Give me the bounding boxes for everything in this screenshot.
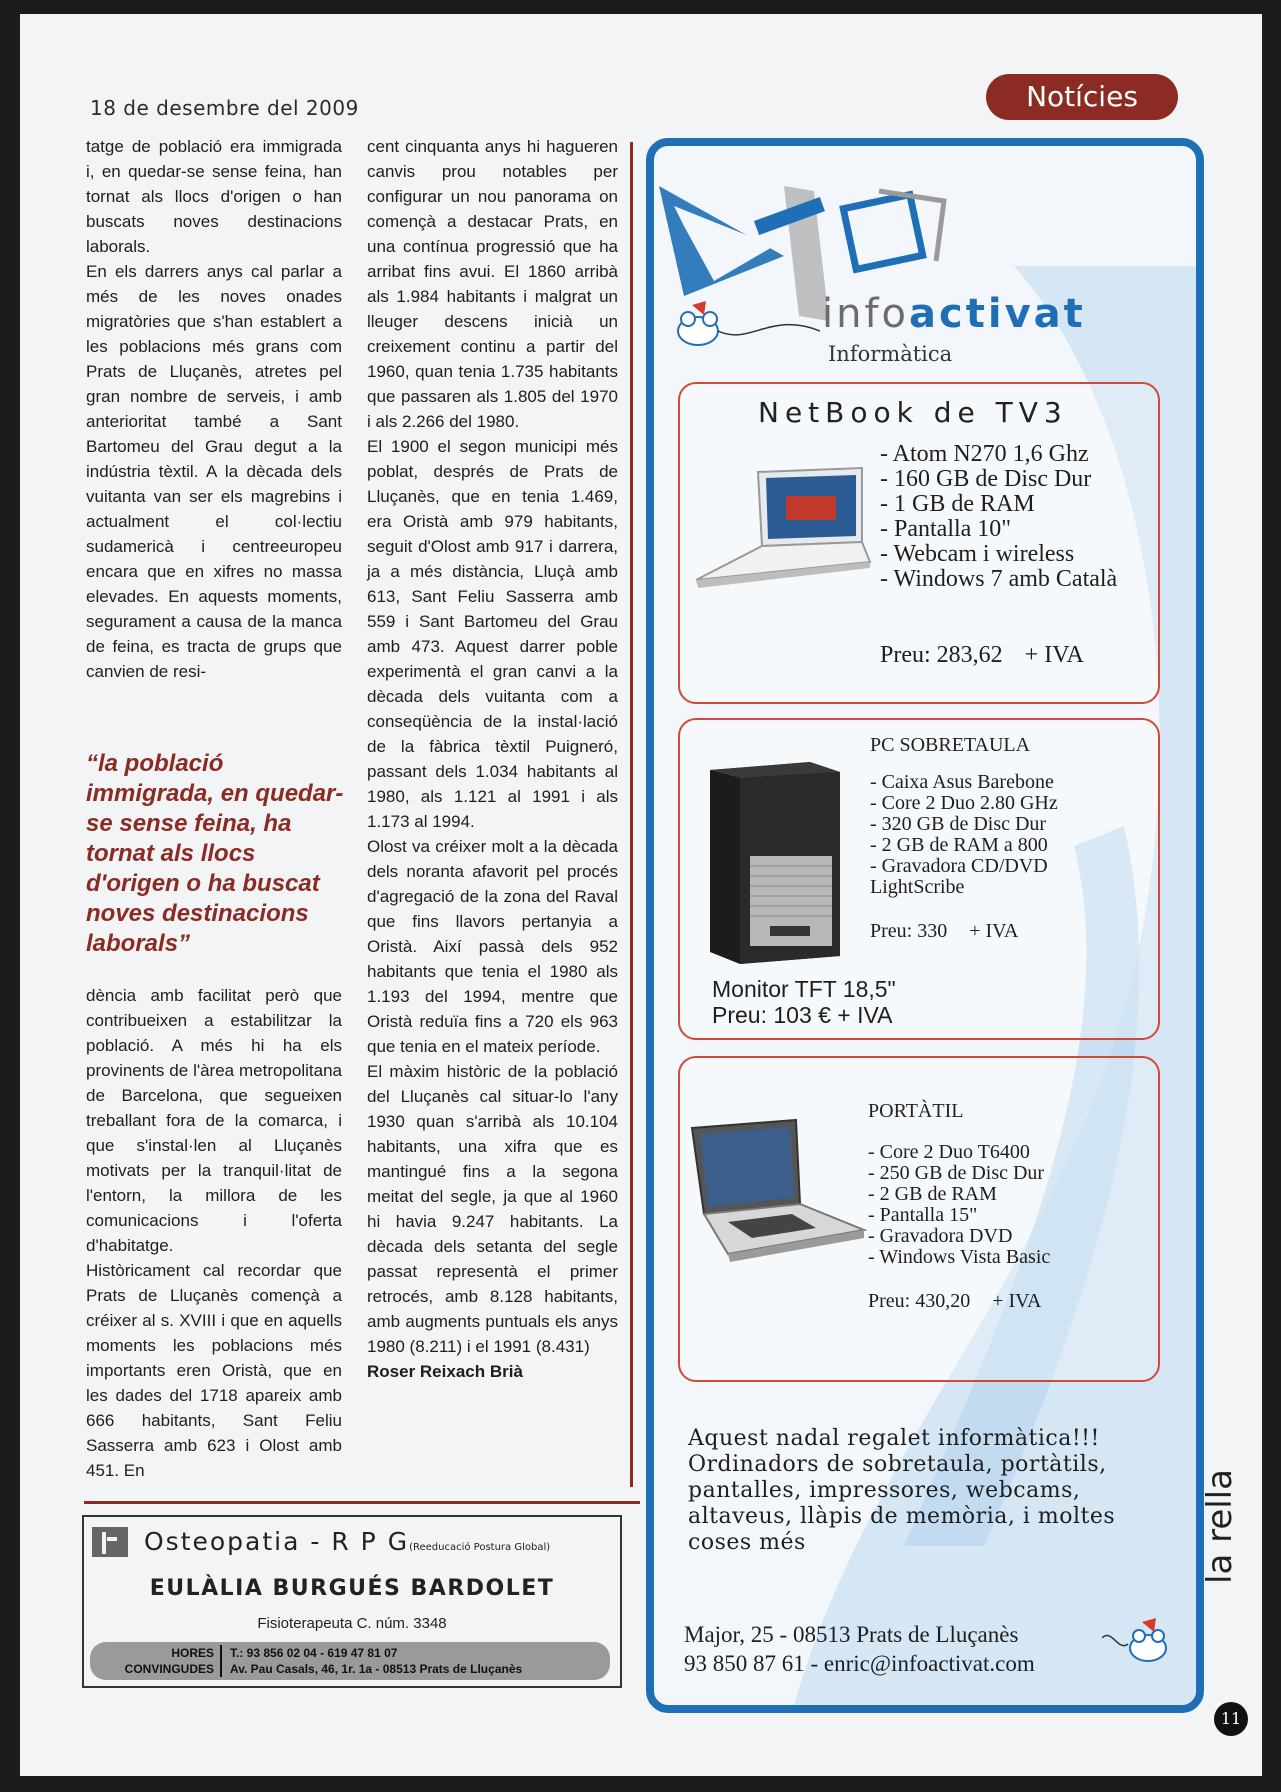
product-title: NetBook de TV3 <box>758 396 1068 429</box>
article-paragraph: El 1900 el segon municipi més poblat, després de Prats de Lluçanès, que en tenia 1.469, era Oristà amb 979 habitants, seguit d'Olost amb 917 i darrera, ja a més distància, Lluçà amb 613, Sant Feliu Sasserra amb 559 i Sant Bartomeu del Grau amb 473. Aquest darrer poble experimentà el gran canvi a la dècada dels vuitanta com a conseqüència de la instal·lació de la fàbrica tèxtil Puigneró, passant dels 1.034 habitants al 1980, als 1.121 al 1991 i als 1.173 al 1994. <box>367 437 618 831</box>
article-byline: Roser Reixach Brià <box>367 1362 523 1381</box>
product-title: PC SOBRETAULA <box>870 734 1031 756</box>
spec-line: - 320 GB de Disc Dur <box>870 813 1047 835</box>
product-card-desktop <box>678 718 1160 1040</box>
product-specs <box>868 1142 1050 1268</box>
price-tax: + IVA <box>969 920 1019 942</box>
therapist-credentials: Fisioterapeuta C. núm. 3348 <box>257 1615 447 1632</box>
spec-line: - Webcam i wireless <box>880 541 1075 567</box>
spec-line: - 2 GB de RAM <box>868 1183 997 1205</box>
column-divider <box>630 142 633 1487</box>
spec-line: - Gravadora DVD <box>868 1225 1013 1247</box>
section-badge: Notícies <box>986 74 1178 120</box>
spec-line: - 2 GB de RAM a 800 <box>870 834 1048 856</box>
product-card-laptop <box>678 1056 1160 1382</box>
spec-line: - Pantalla 15" <box>868 1204 978 1226</box>
netbook-image-icon <box>686 462 876 592</box>
product-card-netbook <box>678 382 1160 704</box>
infoactivat-ad <box>646 138 1204 1713</box>
product-price <box>880 642 1084 669</box>
product-specs <box>870 772 1058 898</box>
magazine-page <box>20 14 1262 1776</box>
article-column-1 <box>86 134 342 684</box>
article-paragraph: El màxim històric de la població del Lluçanès cal situar-lo l'any 1930 quan s'arribà als 10.104 habitants, una xifra que es mantingué fins a la segona meitat del segle, ja que al 1960 hi havia 9.247 habitants. La dècada dels setanta del segle passat representà el primer retrocés, amb 8.128 habitants, amb augments puntuals els anys 1980 (8.211) i el 1991 (8.431) <box>367 1062 618 1356</box>
spec-line: - 1 GB de RAM <box>880 491 1035 517</box>
laptop-image-icon <box>688 1118 868 1268</box>
article-column-2 <box>367 134 618 1384</box>
issue-date: 18 de desembre del 2009 <box>90 96 359 120</box>
osteopathy-ad <box>82 1515 622 1688</box>
pull-quote: “la població immigrada, en quedar-se sense feina, ha tornat als llocs d'origen o ha buscat noves destinacions laborals” <box>86 750 344 957</box>
spec-line: - 250 GB de Disc Dur <box>868 1162 1045 1184</box>
product-price <box>868 1290 1041 1313</box>
price-value: Preu: 283,62 <box>880 642 1003 668</box>
promo-text: Aquest nadal regalet informàtica!!! Ordinadors de sobretaula, portàtils, pantalles, impressores, webcams, altaveus, llàpis de memòria, i moltes coses més <box>688 1426 1116 1555</box>
contact-separator <box>220 1645 222 1677</box>
mouse-mascot-icon <box>670 291 820 351</box>
product-specs <box>880 442 1120 592</box>
shop-address: Major, 25 - 08513 Prats de Lluçanès <box>684 1622 1019 1647</box>
monitor-offer <box>712 976 896 1028</box>
article-paragraph: dència amb facilitat però que contribueixen a estabilitzar la població. A més hi ha els provinents de l'àrea metropolitana de Barcelona, que segueixen treballant fora de la comarca, i que s'instal·len al Lluçanès motivats per la tranquil·litat de l'entorn, la millora de les comunicacions i l'oferta d'habitatge. <box>86 986 342 1255</box>
spec-line: - Pantalla 10" <box>880 516 1012 542</box>
hours-label-line: CONVINGUDES <box>124 1662 214 1676</box>
spec-line: - Core 2 Duo 2.80 GHz <box>870 792 1058 814</box>
article-paragraph: tatge de població era immigrada i, en quedar-se sense feina, han tornat als llocs d'origen o han buscats noves destinacions laborals. <box>86 137 342 256</box>
spec-line: - Windows 7 amb Català <box>880 566 1118 592</box>
brand-bold-text: activat <box>909 291 1086 337</box>
article-paragraph: Històricament cal recordar que Prats de Lluçanès començà a créixer al s. XVIII i que en aquells moments les poblacions més importants eren Oristà, que en les dades del 1718 apareix amb 666 habitants, Sant Feliu Sasserra amb 623 i Olost amb 451. En <box>86 1261 342 1480</box>
monitor-offer-line: Monitor TFT 18,5" <box>712 976 896 1002</box>
therapist-name: EULÀLIA BURGUÉS BARDOLET <box>149 1576 555 1601</box>
hours-label-line: HORES <box>171 1646 214 1660</box>
brand-subtitle: Informàtica <box>828 342 953 366</box>
osteopathy-title-small: (Reeducació Postura Global) <box>409 1542 551 1553</box>
infoactivat-brand <box>822 291 1086 337</box>
spec-line: - Windows Vista Basic <box>868 1246 1051 1268</box>
monitor-offer-line: Preu: 103 € + IVA <box>712 1002 893 1028</box>
shop-contact <box>684 1620 1035 1678</box>
clinic-address: Av. Pau Casals, 46, 1r. 1a - 08513 Prats de Lluçanès <box>230 1662 523 1676</box>
article-paragraph: Olost va créixer molt a la dècada dels noranta afavorit pel procés d'agregació de la zona del Raval que fins llavors pertanyia a Oristà. Així passà dels 952 habitants que tenia el 1980 als 1.193 del 1994, mentre que Oristà reduïa fins a 720 els 963 que tenia en el mateix període. <box>367 837 618 1056</box>
contact-bar <box>90 1642 610 1680</box>
product-price <box>870 920 1018 943</box>
product-title: PORTÀTIL <box>868 1100 964 1122</box>
spec-line: - Gravadora CD/DVD <box>870 855 1048 877</box>
spec-line: - Atom N270 1,6 Ghz <box>880 441 1089 467</box>
publication-name: la rella <box>1200 1469 1240 1584</box>
desktop-tower-image-icon <box>700 756 850 966</box>
phone-numbers: T.: 93 856 02 04 - 619 47 81 07 <box>230 1646 398 1660</box>
price-value: Preu: 430,20 <box>868 1290 971 1312</box>
shop-phone-email: 93 850 87 61 - enric@infoactivat.com <box>684 1651 1035 1676</box>
horizontal-divider <box>84 1501 640 1504</box>
spec-line: LightScribe <box>870 876 965 898</box>
osteopathy-logo-icon <box>92 1527 128 1557</box>
osteopathy-title-text: Osteopatia - R P G <box>144 1527 410 1556</box>
price-tax: + IVA <box>992 1290 1042 1312</box>
page-number: 11 <box>1214 1702 1248 1736</box>
article-paragraph: cent cinquanta anys hi hagueren canvis prou notables per configurar un nou panorama on començà a destacar Prats, en una contínua progressió que ha arribat fins avui. El 1860 arribà als 1.984 habitants i malgrat un lleuger descens inicià un creixement continu a partir del 1960, quan tenia 1.735 habitants que passaren als 1.805 del 1970 i als 2.266 del 1980. <box>367 137 618 431</box>
hours-label <box>102 1645 214 1677</box>
osteopathy-title <box>144 1527 550 1556</box>
price-tax: + IVA <box>1024 642 1084 668</box>
brand-light-text: info <box>822 291 910 337</box>
spec-line: - 160 GB de Disc Dur <box>880 466 1092 492</box>
contact-info <box>230 1645 522 1677</box>
price-value: Preu: 330 <box>870 920 948 942</box>
spec-line: - Caixa Asus Barebone <box>870 771 1054 793</box>
spec-line: - Core 2 Duo T6400 <box>868 1141 1030 1163</box>
mouse-mascot-icon <box>1102 1608 1172 1668</box>
article-paragraph: En els darrers anys cal parlar a més de les noves onades migratòries que s'han establert a les poblacions més grans com Prats de Lluçanès, atretes pel gran nombre de serveis, i amb anterioritat també a Sant Bartomeu del Grau degut a la indústria tèxtil. A la dècada dels vuitanta van ser els magrebins i actualment el col·lectiu sudamericà i centreeuropeu encara que en xifres no massa elevades. En aquests moments, segurament a causa de la manca de feina, es tracta de grups que canvien de resi- <box>86 262 342 681</box>
article-column-1-continued <box>86 983 342 1483</box>
